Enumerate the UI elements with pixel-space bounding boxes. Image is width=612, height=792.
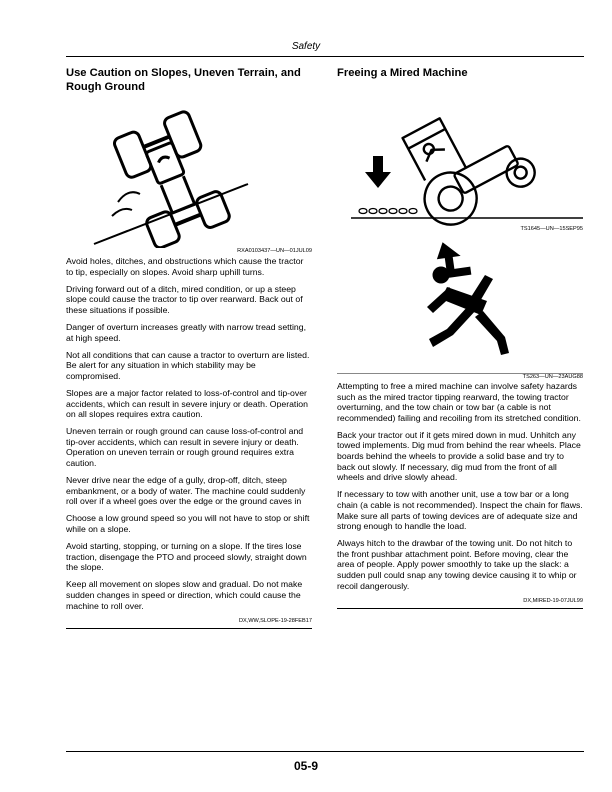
person-figure-label: TS263—UN—23AUG88 [522,374,583,380]
falling-person-warning-illustration [337,235,583,373]
mired-tractor-tipping-illustration [337,84,583,226]
mired-section-title: Freeing a Mired Machine [337,67,468,79]
slopes-paragraph: Uneven terrain or rough ground can cause loss-of-control and tip-over accidents, which can result in severe injury or death. Operation on uneven terrain or rough ground requires extra caution. [66,426,304,468]
slope-figure-label: RXA0103437—UN—01JUL09 [237,248,312,254]
slope-tipping-figure [66,98,312,255]
running-head-section: Safety [291,41,321,52]
slopes-paragraph: Keep all movement on slopes slow and gradual. Do not make sudden changes in speed or direction, which could cause the machine to roll over. [66,579,303,611]
slopes-paragraph: Driving forward out of a ditch, mired condition, or up a steep slope could cause the tractor to tip over rearward. Back out of these situations if possible. [66,283,303,315]
slopes-paragraph: Danger of overturn increases greatly with narrow tread setting, at high speed. [66,321,306,343]
mired-reference-code: DX,MIRED-19-07JUL99 [523,597,583,604]
page-number: 05-9 [293,759,319,773]
person-falling-figure [337,235,583,381]
slopes-paragraph: Choose a low ground speed so you will not have to stop or shift while on a slope. [66,513,310,534]
mired-section-end-rule [337,608,583,609]
right-column [337,66,583,609]
slopes-section-end-rule [66,628,312,629]
header-rule [66,56,584,57]
mired-paragraph: Always hitch to the drawbar of the towing unit. Do not hitch to the front pushbar attachment point. Before moving, clear the area of people. Apply power smoothly to take up the slack: a sudden pull could snap any towing device causing it to whip or recoil dangerously. [337,538,577,591]
left-column [66,66,312,629]
mired-paragraph: If necessary to tow with another unit, use a tow bar or a long chain (a cable is not recommended). Inspect the chain for flaws. Make sure all parts of towing devices are of adequate size and strong enough to handle the load. [337,489,583,532]
tractor-tipping-on-slope-illustration [66,98,312,248]
slopes-reference-code: DX,WW,SLOPE-19-28FEB17 [238,617,312,624]
slopes-paragraph: Slopes are a major factor related to loss-of-control and tip-over accidents, which can result in severe injury or death. Operation on all slopes requires extra caution. [66,387,308,420]
mired-paragraph: Attempting to free a mired machine can involve safety hazards such as the mired tractor tipping rearward, the towing tractor overturning, and the tow chain or tow bar (a cable is not recommended) failing and recoiling from its stretched condition. [337,381,581,423]
slopes-paragraph: Never drive near the edge of a gully, drop-off, ditch, steep embankment, or a body of water. The machine could suddenly roll over if a wheel goes over the edge or the ground caves in [66,475,306,507]
slopes-paragraph: Avoid starting, stopping, or turning on a slope. If the tires lose traction, disengage the PTO and proceed slowly, straight down the slope. [66,541,307,573]
slopes-paragraph: Avoid holes, ditches, and obstructions which cause the tractor to tip, especially on slopes. Avoid sharp uphill turns. [66,256,304,277]
mired-tractor-figure [337,84,583,233]
footer-rule [66,751,584,752]
slopes-section-title: Use Caution on Slopes, Uneven Terrain, and Rough Ground [66,67,301,93]
slopes-paragraph: Not all conditions that can cause a tractor to overturn are listed. Be alert for any situation in which stability may be compromised. [66,349,310,381]
mired-figure-label: TS1645—UN—15SEP95 [520,226,583,232]
mired-paragraph: Back your tractor out if it gets mired down in mud. Unhitch any towed implements. Dig mud from behind the rear wheels. Place boards behind the wheels to provide a solid base and try to back out slowly. If necessary, dig mud from the front of all wheels and drive slowly ahead. [337,429,581,483]
